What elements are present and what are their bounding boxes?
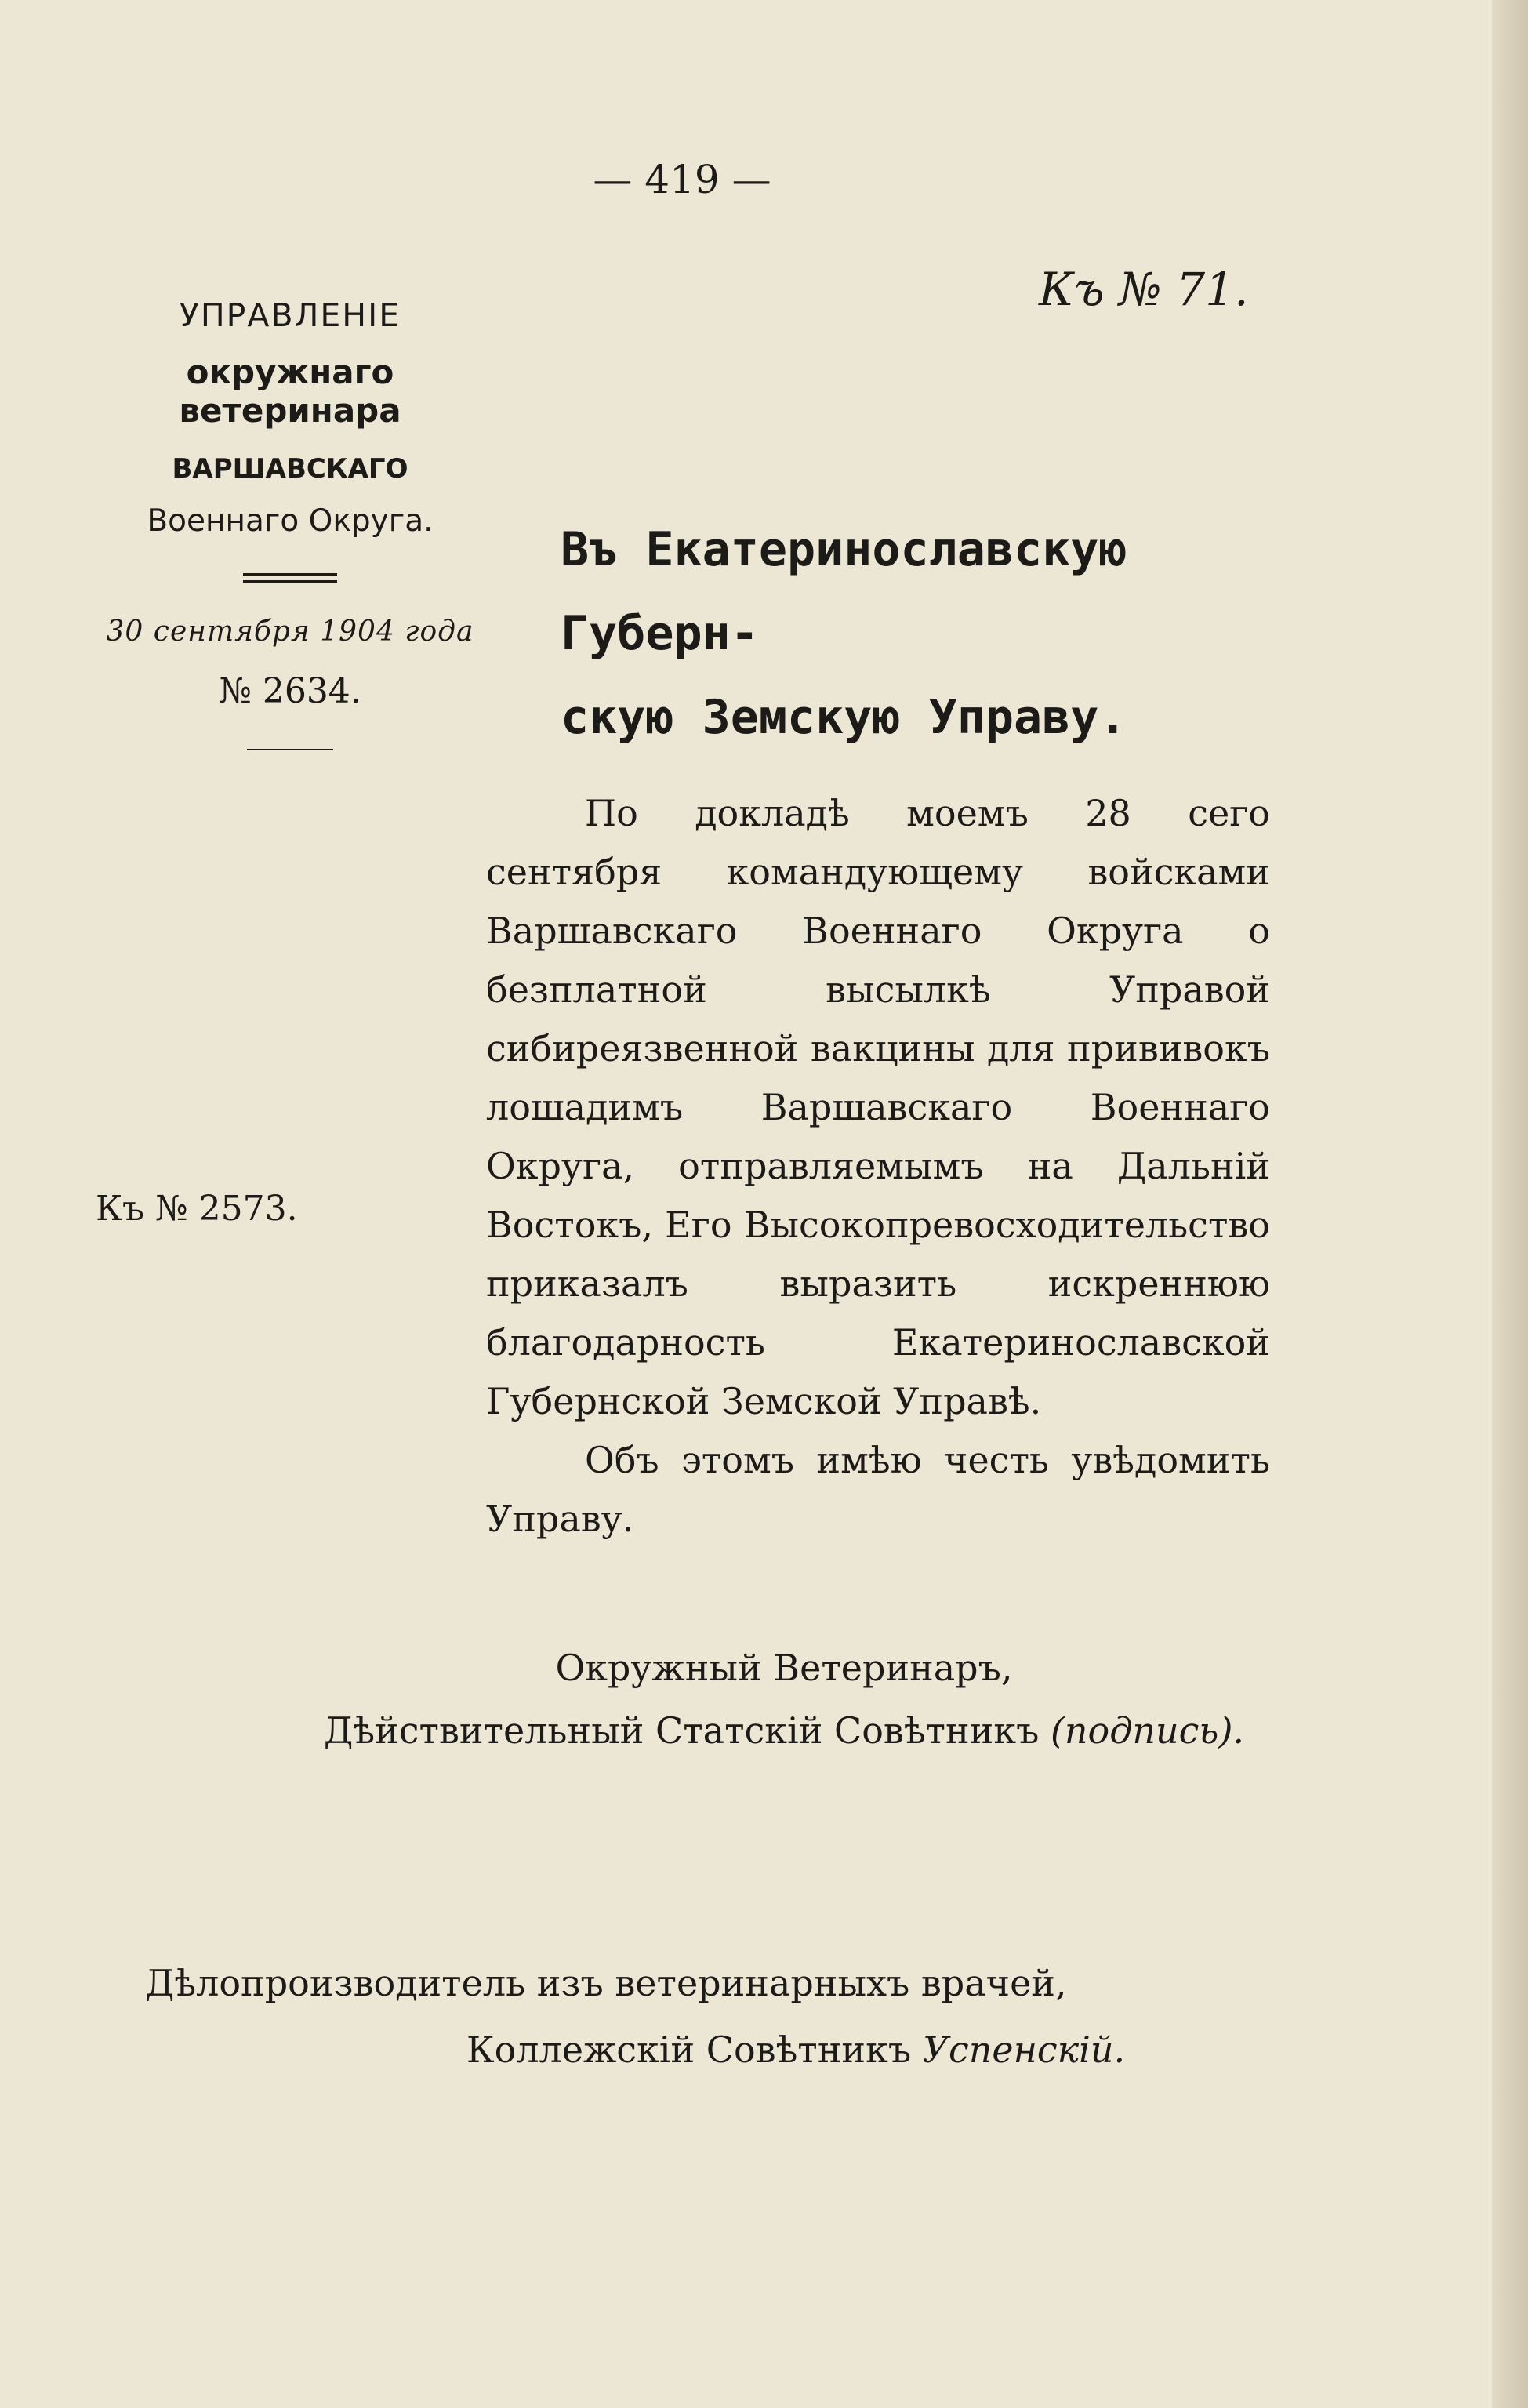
signature-title: Окружный Ветеринаръ, [555, 1647, 1013, 1689]
letter-number: № 2634. [219, 671, 361, 711]
signature-block [298, 1636, 1270, 1762]
addressee [561, 508, 1282, 760]
body-paragraph-2: Объ этомъ имѣю честь увѣдомить Управу. [486, 1439, 1270, 1540]
letterhead-title: УПРАВЛЕНІЕ [179, 296, 401, 334]
letter-body [486, 784, 1270, 1549]
body-paragraph-1: По докладѣ моемъ 28 сего сентября командующему войсками Варшавскаго Военнаго Округа о безплатной высылкѣ Управой сибиреязвенной вакцины для прививокъ лошадимъ Варшавскаго Военнаго Округа, отправляемымъ на Дальній Востокъ, Его Высокопревосходительство приказалъ выразить искреннюю благодарность Екатеринославской Губернской Земской Управѣ. [486, 792, 1270, 1422]
signature-mark: (подпись). [1050, 1709, 1245, 1752]
letter-date: 30 сентября 1904 года [106, 616, 474, 648]
letterhead-region: ВАРШАВСКАГО [172, 453, 408, 485]
clerk-rank: Коллежскій Совѣтникъ [466, 2028, 912, 2071]
letterhead-district: Военнаго Округа. [147, 503, 434, 539]
reference-number-top: Къ № 71. [1039, 263, 1249, 316]
letterhead [86, 296, 494, 750]
addressee-line-1: Въ Екатеринославскую Губерн- [561, 522, 1127, 661]
clerk-rank-line [145, 2017, 1164, 2083]
letterhead-office: окружнаго ветеринара [179, 353, 401, 430]
clerk-name: Успенскій. [922, 2028, 1126, 2071]
page-edge [1492, 0, 1528, 2408]
letterhead-rule [247, 749, 333, 750]
letterhead-double-rule [243, 573, 337, 583]
clerk-title: Дѣлопроизводитель изъ ветеринарныхъ врачей, [145, 1962, 1067, 2004]
addressee-line-2: скую Земскую Управу. [561, 690, 1127, 745]
clerk-block [145, 1950, 1164, 2083]
signature-rank: Дѣйствительный Статскій Совѣтникъ [323, 1709, 1040, 1752]
reference-number-side: Къ № 2573. [96, 1189, 298, 1229]
signature-rank-line [298, 1699, 1270, 1762]
page-number: — 419 — [593, 157, 771, 202]
